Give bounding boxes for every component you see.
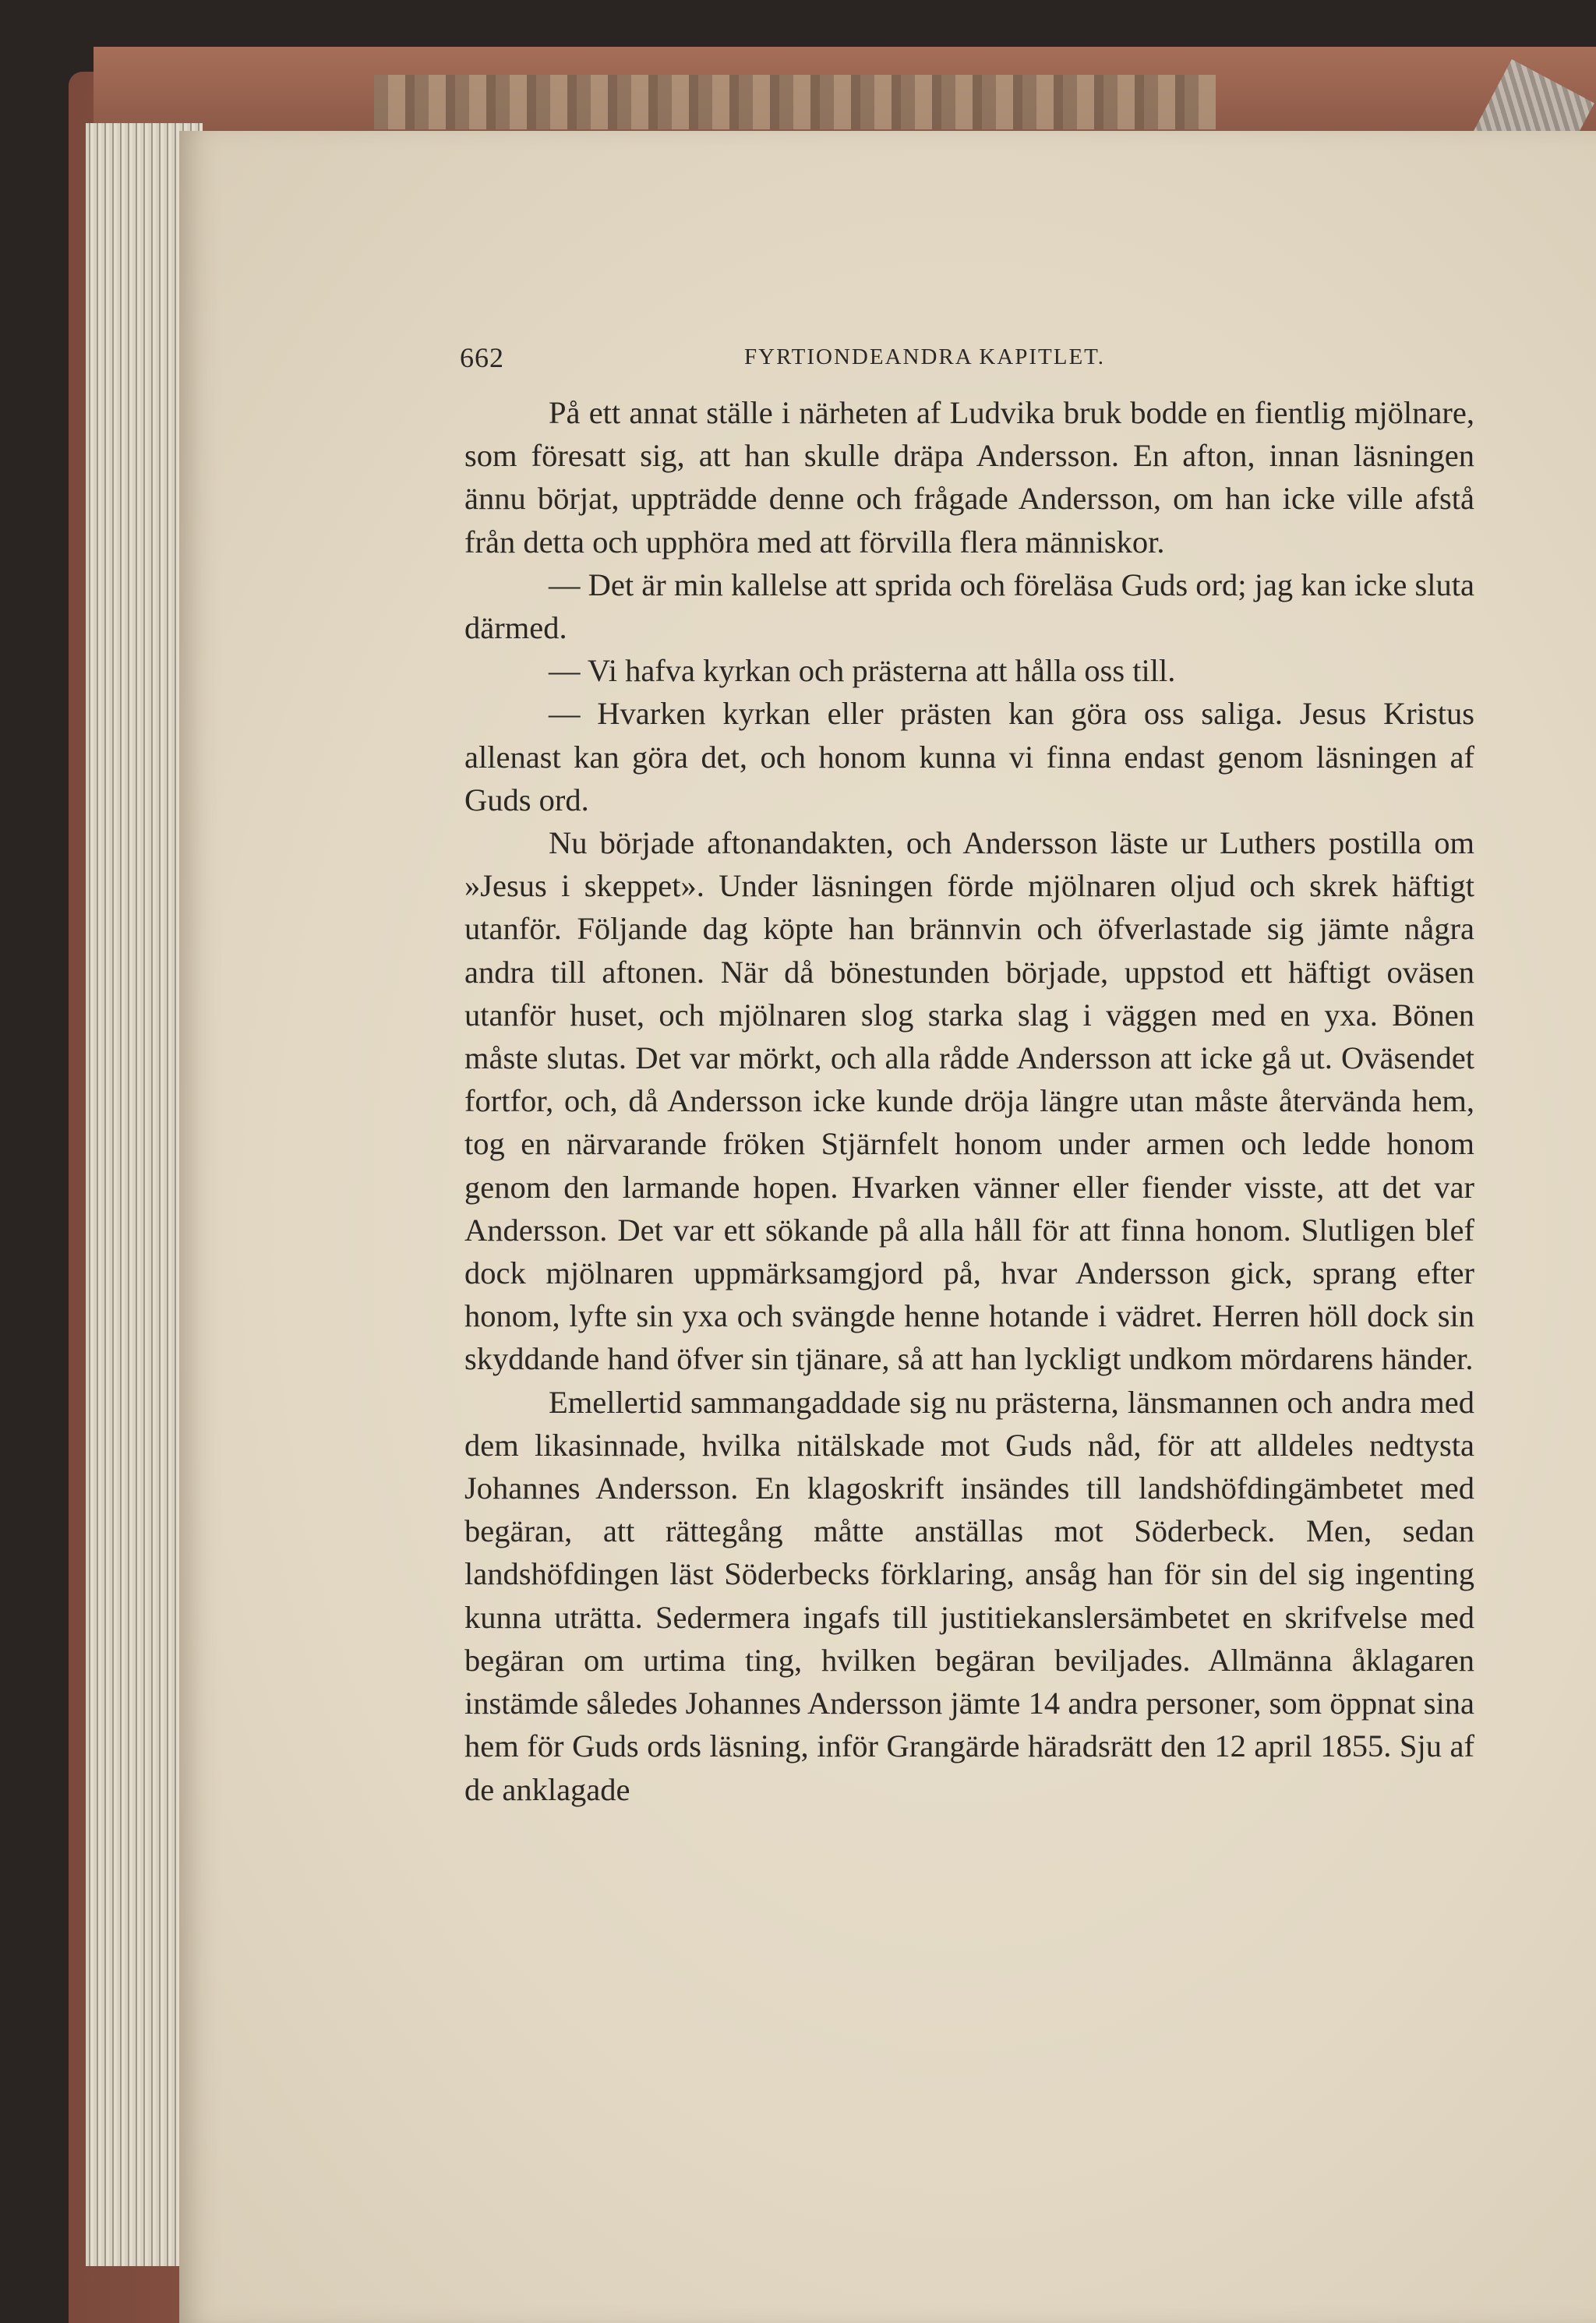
spine-decoration <box>374 75 1216 129</box>
paragraph: Nu började aftonandakten, och Andersson läste ur Luthers postilla om »Jesus i skeppet». Under läsningen förde mjölnaren oljud och skrek häftigt utanför. Följande dag köpte han brännvin och öfverlastade sig jämte några andra till aftonen. När då bönestunden började, uppstod ett häftigt oväsen utanför huset, och mjölnaren slog starka slag i väggen med en yxa. Bönen måste slutas. Det var mörkt, och alla rådde Andersson att icke gå ut. Oväsendet fortfor, och, då Andersson icke kunde dröja längre utan måste återvända hem, tog en närvarande fröken Stjärnfelt honom under armen och ledde honom genom den larmande hopen. Hvarken vänner eller fiender visste, att det var Andersson. Det var ett sökande på alla håll för att finna honom. Slutligen blef dock mjölnaren uppmärksamgjord på, hvar Andersson gick, sprang efter honom, lyfte sin yxa och svängde henne hotande i vädret. Herren höll dock sin skyddande hand öfver sin tjänare, så att han lyckligt undkom mördarens händer. <box>464 825 1474 1377</box>
page-header <box>460 341 1465 380</box>
paragraph: — Hvarken kyrkan eller prästen kan göra oss saliga. Jesus Kristus allenast kan göra det, och honom kunna vi finna endast genom läsningen af Guds ord. <box>464 696 1474 817</box>
body-text <box>464 391 1474 1811</box>
paragraph: — Vi hafva kyrkan och prästerna att hålla oss till. <box>549 653 1176 689</box>
running-title: FYRTIONDEANDRA KAPITLET. <box>744 344 1105 369</box>
paragraph: — Det är min kallelse att sprida och föreläsa Guds ord; jag kan icke sluta därmed. <box>464 567 1474 646</box>
page-number: 662 <box>460 342 504 373</box>
paragraph: Emellertid sammangaddade sig nu prästerna, länsmannen och andra med dem likasinnade, hvilka nitälskade mot Guds nåd, för att alldeles nedtysta Johannes Andersson. En klagoskrift insändes till landshöfdingämbetet med begäran, att rättegång måtte anställas mot Söderbeck. Men, sedan landshöfdingen läst Söderbecks förklaring, ansåg han för sin del sig ingenting kunna uträtta. Sedermera ingafs till justitiekanslersämbetet en skrifvelse med begäran om urtima ting, hvilken begäran beviljades. Allmänna åklagaren instämde således Johannes Andersson jämte 14 andra personer, som öppnat sina hem för Guds ords läsning, inför Grangärde häradsrätt den 12 april 1855. Sju af de anklagade <box>464 1384 1474 1807</box>
paragraph: På ett annat ställe i närheten af Ludvika bruk bodde en fientlig mjölnare, som föresatt sig, att han skulle dräpa Andersson. En afton, innan läsningen ännu börjat, uppträdde denne och frågade Andersson, om han icke ville afstå från detta och upphöra med att förvilla flera människor. <box>464 395 1474 560</box>
